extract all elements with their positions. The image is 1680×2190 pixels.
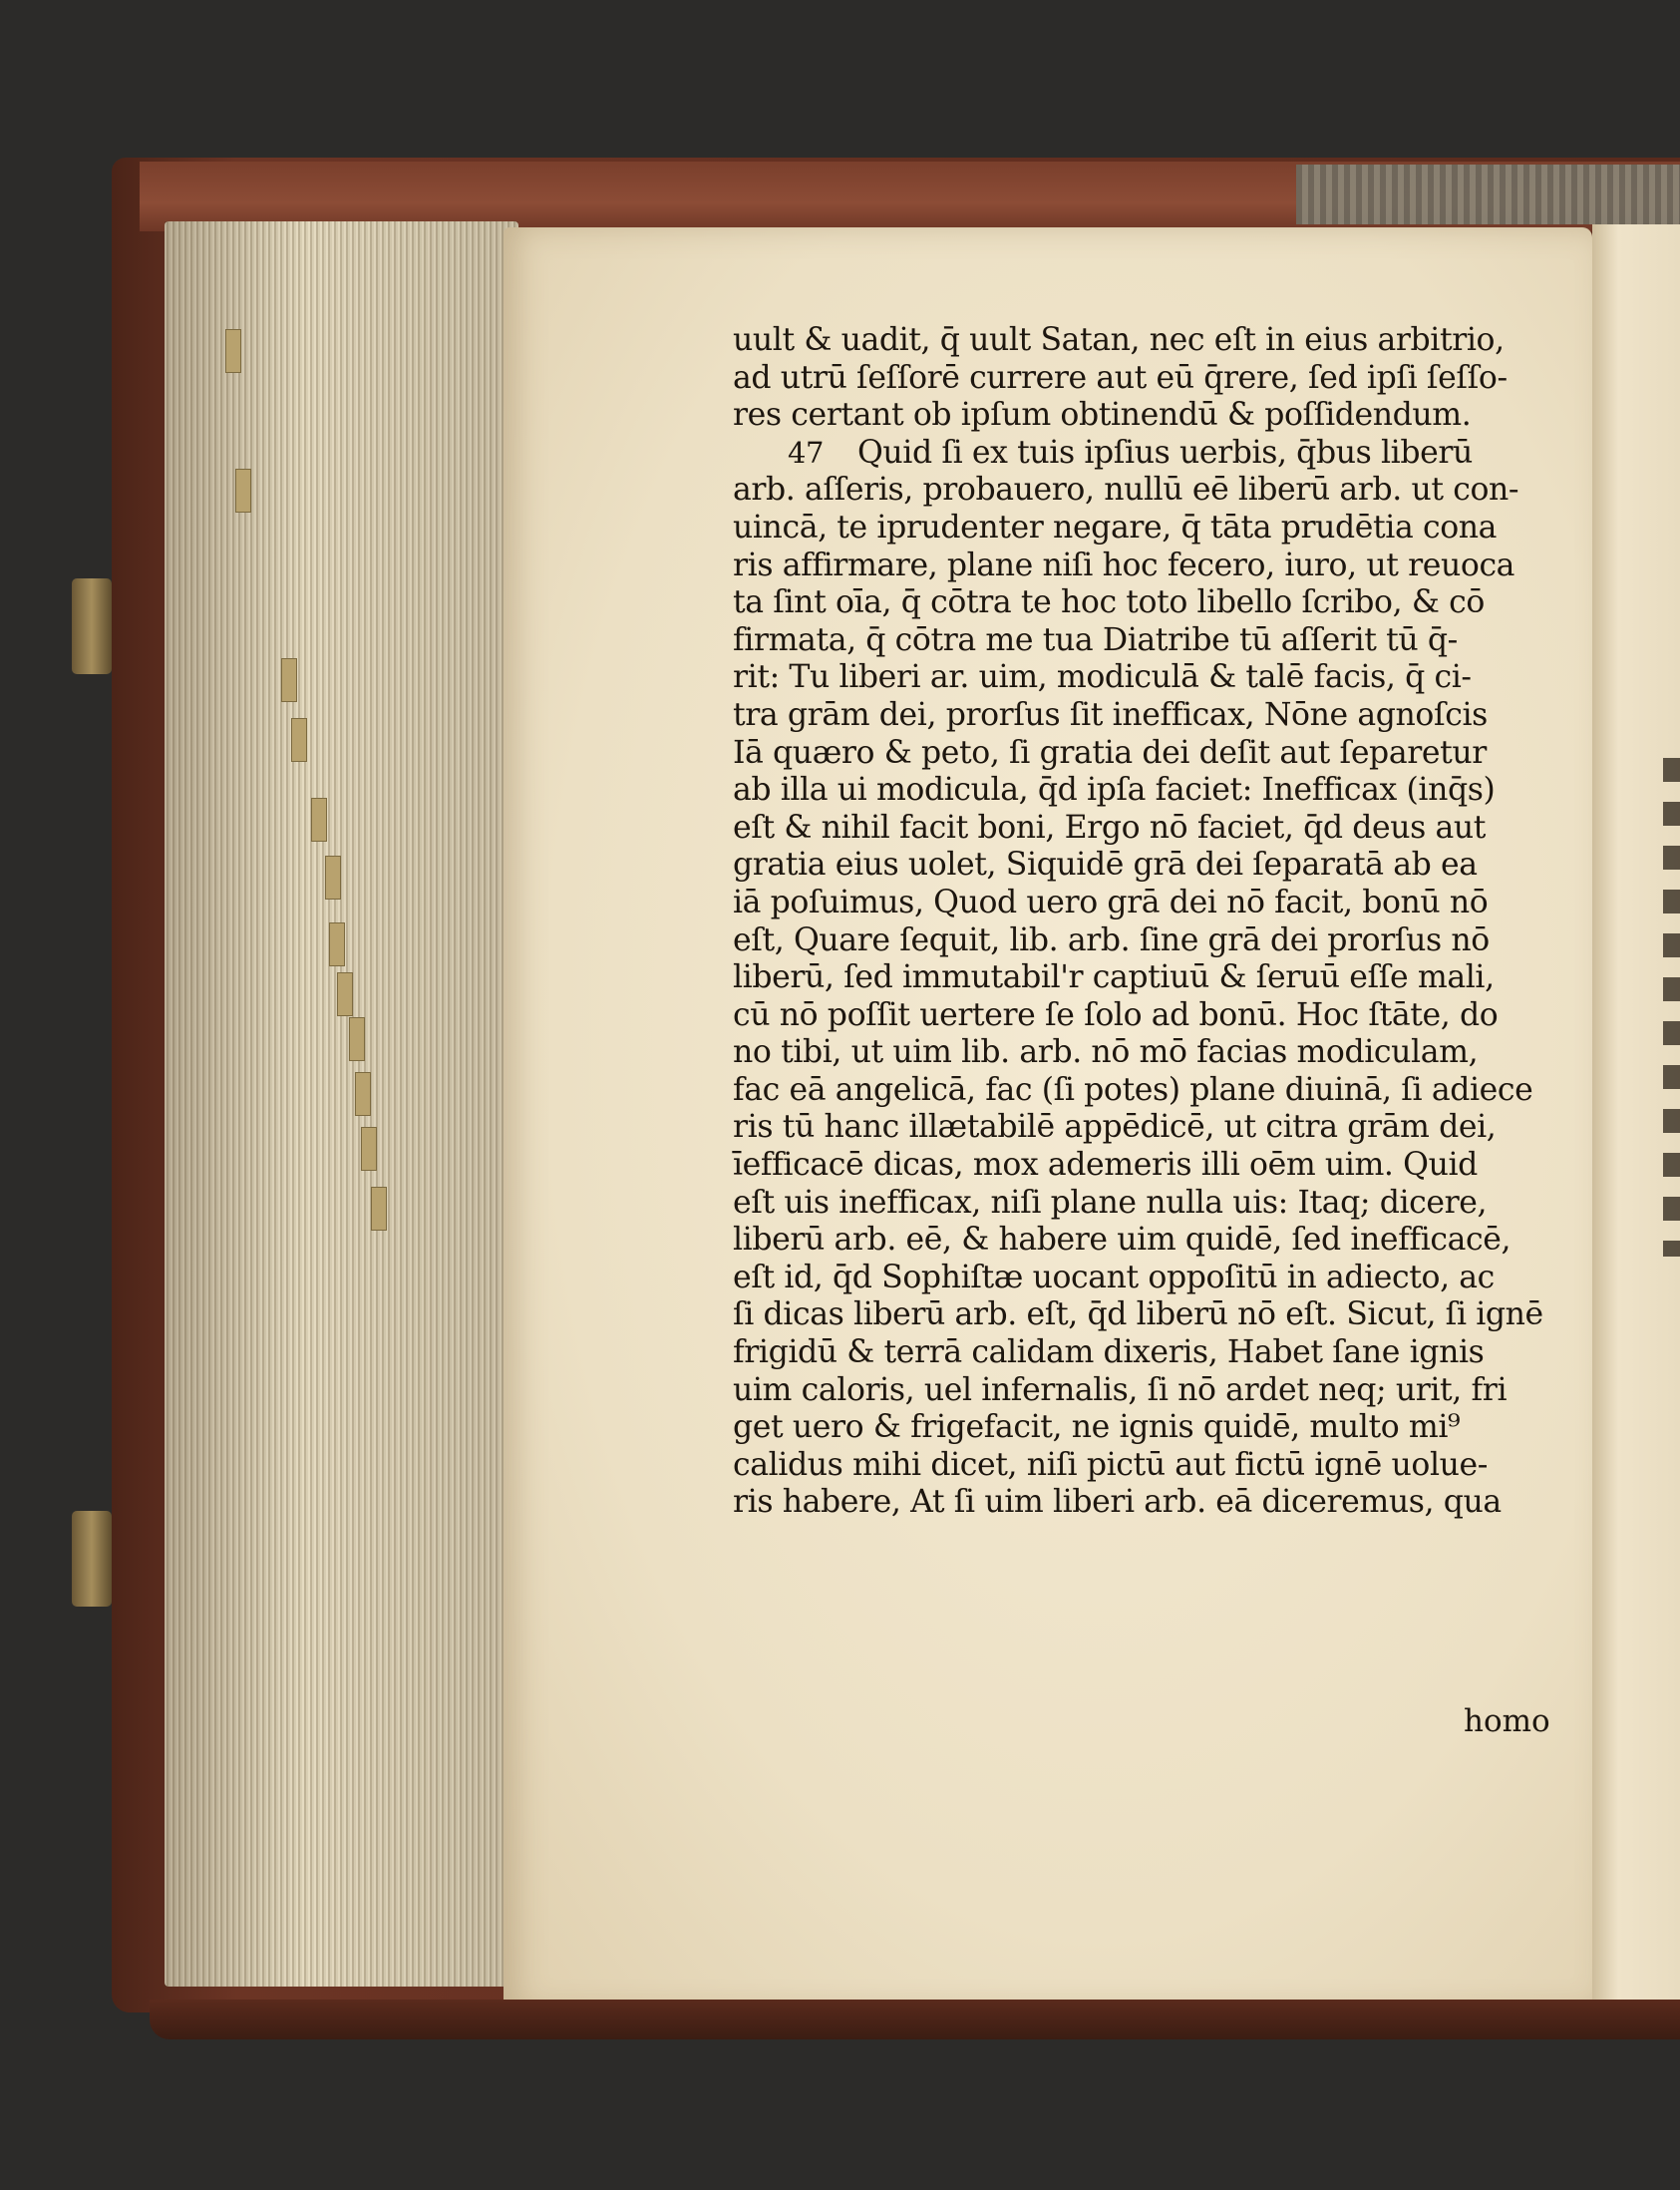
text-line: gratia eius uolet, Siquidē grā dei ſeparatā ab ea	[733, 847, 1478, 884]
text-line: uult & uadit, q̄ uult Satan, nec eſt in eius arbitrio,	[733, 322, 1505, 358]
page-text-block	[733, 322, 1555, 1522]
thumb-tab	[329, 922, 345, 966]
book-cover-bottom-edge	[150, 2000, 1680, 2039]
thumb-tab	[291, 718, 307, 762]
thumb-tab	[235, 469, 251, 513]
text-line: fac eā angelicā, fac (ſi potes) plane diuinā, ſi adiece	[733, 1071, 1533, 1108]
clasp-lower	[72, 1511, 112, 1607]
text-line: ris affirmare, plane niſi hoc fecero, iuro, ut reuoca	[733, 547, 1515, 583]
text-line: iā poſuimus, Quod uero grā dei nō facit, bonū nō	[733, 884, 1489, 920]
text-line: eſt id, q̄d Sophiſtæ uocant oppoſitū in adiecto, ac	[733, 1259, 1495, 1295]
text-line: ris habere, At ſi uim liberi arb. eā diceremus, qua	[733, 1484, 1502, 1521]
text-line: res certant ob ipſum obtinendū & poſſidendum.	[733, 397, 1472, 434]
text-line: frigidū & terrā calidam dixeris, Habet ſane ignis	[733, 1334, 1485, 1371]
text-line: liberū, ſed immutabil'r captiuū & ſeruū eſſe mali,	[733, 959, 1495, 996]
text-line: no tibi, ut uim lib. arb. nō mō facias modiculam,	[733, 1034, 1479, 1071]
thumb-tab	[281, 658, 297, 702]
text-line: ſi dicas liberū arb. eſt, q̄d liberū nō eſt. Sicut, ſi ignē	[733, 1296, 1543, 1333]
text-line: uincā, te iprudenter negare, q̄ tāta prudētia cona	[733, 509, 1498, 546]
text-line: calidus mihi dicet, niſi pictū aut fictū ignē uolue-	[733, 1446, 1489, 1483]
text-line: ad utrū ſeſſorē currere aut eū q̄rere, ſed ipſi ſeſſo-	[733, 359, 1508, 396]
text-line: ab illa ui modicula, q̄d ipſa faciet: Inefficax (inq̄s)	[733, 772, 1496, 809]
text-line: get uero & frigefacit, ne ignis quidē, multo mi⁹	[733, 1409, 1461, 1446]
text-line: Quid ſi ex tuis ipſius uerbis, q̄bus liberū	[857, 434, 1473, 471]
text-line: firmata, q̄ cōtra me tua Diatribe tū aſſerit tū q̄-	[733, 621, 1458, 658]
text-line-numbered	[733, 435, 1555, 473]
text-line: tra grām dei, prorſus ſit inefficax, Nōne agnoſcis	[733, 696, 1488, 733]
text-line: eſt uis inefficax, niſi plane nulla uis: Itaq; dicere,	[733, 1184, 1488, 1221]
page-edges-shadow	[165, 221, 518, 1987]
facing-page-text-fragment	[1663, 758, 1680, 1257]
thumb-tab	[225, 329, 241, 373]
thumb-tab	[349, 1017, 365, 1061]
thumb-tab	[355, 1072, 371, 1116]
text-line: arb. aſſeris, probauero, nullū eē liberū arb. ut con-	[733, 472, 1519, 509]
text-line: rit: Tu liberi ar. uim, modiculā & talē facis, q̄ ci-	[733, 659, 1472, 696]
thumb-tab	[371, 1187, 387, 1231]
text-line: ta ſint oīa, q̄ cōtra te hoc toto libello ſcribo, & cō	[733, 584, 1485, 621]
spine-band	[1296, 165, 1680, 224]
thumb-tab	[311, 798, 327, 842]
clasp-upper	[72, 578, 112, 674]
text-line: ris tū hanc illætabilē appēdicē, ut citra grām dei,	[733, 1109, 1497, 1146]
thumb-tab	[361, 1127, 377, 1171]
text-line: eſt & nihil facit boni, Ergo nō faciet, q̄d deus aut	[733, 809, 1487, 846]
text-line: liberū arb. eē, & habere uim quidē, ſed inefficacē,	[733, 1222, 1512, 1259]
thumb-tab	[325, 856, 341, 900]
text-line: uim caloris, uel infernalis, ſi nō ardet neq; urit, fri	[733, 1371, 1508, 1408]
text-line: cū nō poſſit uertere ſe ſolo ad bonū. Hoc ſtāte, do	[733, 996, 1499, 1033]
text-line: eſt, Quare ſequit, lib. arb. ſine grā dei prorſus nō	[733, 921, 1490, 958]
text-line: īefficacē dicas, mox ademeris illi oēm uim. Quid	[733, 1147, 1478, 1184]
text-line: Iā quæro & peto, ſi gratia dei deſit aut ſeparetur	[733, 734, 1487, 771]
catchword: homo	[1464, 1703, 1550, 1739]
section-number: 47	[788, 435, 825, 470]
thumb-tab	[337, 972, 353, 1016]
